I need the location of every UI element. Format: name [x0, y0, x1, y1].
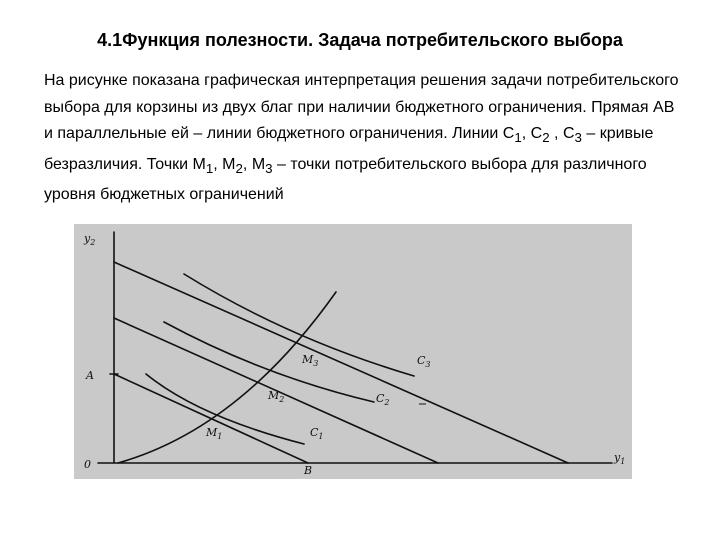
budget-line-3: [114, 262, 568, 463]
slide-title: 4.1Функция полезности. Задача потребительского выбора: [97, 30, 623, 50]
y-axis-label: $y_2$: [84, 232, 96, 247]
subscript: 1: [205, 160, 214, 176]
text-part: На рисунке показана графическая интерпретация решения задачи потребительского выбора для корзины из двух благ при наличии бюджетного ограничения. Прямая АВ и параллельные ей – линии бюджетного ограничения. Линии С: [44, 72, 679, 142]
point-b-label: B: [304, 464, 313, 477]
m3-label: $M_3$: [302, 353, 319, 368]
m1-label: $M_1$: [206, 426, 223, 441]
text-part: , С: [521, 125, 543, 142]
text-part: , М: [213, 155, 236, 173]
subscript: 2: [235, 160, 243, 176]
description-paragraph: [44, 68, 684, 209]
origin-label: 0: [84, 458, 91, 471]
indifference-curve-c3: [184, 274, 414, 376]
text-part: – кривые безразличия. Точки М: [44, 125, 654, 173]
c1-label: $C_1$: [310, 426, 324, 441]
consumer-choice-diagram: [74, 224, 632, 479]
text-part: , С: [549, 125, 575, 142]
subscript: 1: [514, 130, 522, 146]
c2-label: $C_2$: [376, 392, 390, 407]
m2-label: $M_2$: [268, 389, 285, 404]
c3-label: $C_3$: [417, 354, 431, 369]
subscript: 2: [542, 130, 550, 146]
point-a-label: A: [86, 369, 94, 382]
text-part: , М: [242, 155, 266, 173]
subscript: 3: [574, 130, 582, 146]
text-part: – точки потребительского выбора для различного уровня бюджетных ограничений: [44, 155, 647, 204]
x-axis-label: $y_1$: [614, 451, 626, 466]
subscript: 3: [265, 160, 273, 176]
diagram-svg: [74, 224, 632, 479]
